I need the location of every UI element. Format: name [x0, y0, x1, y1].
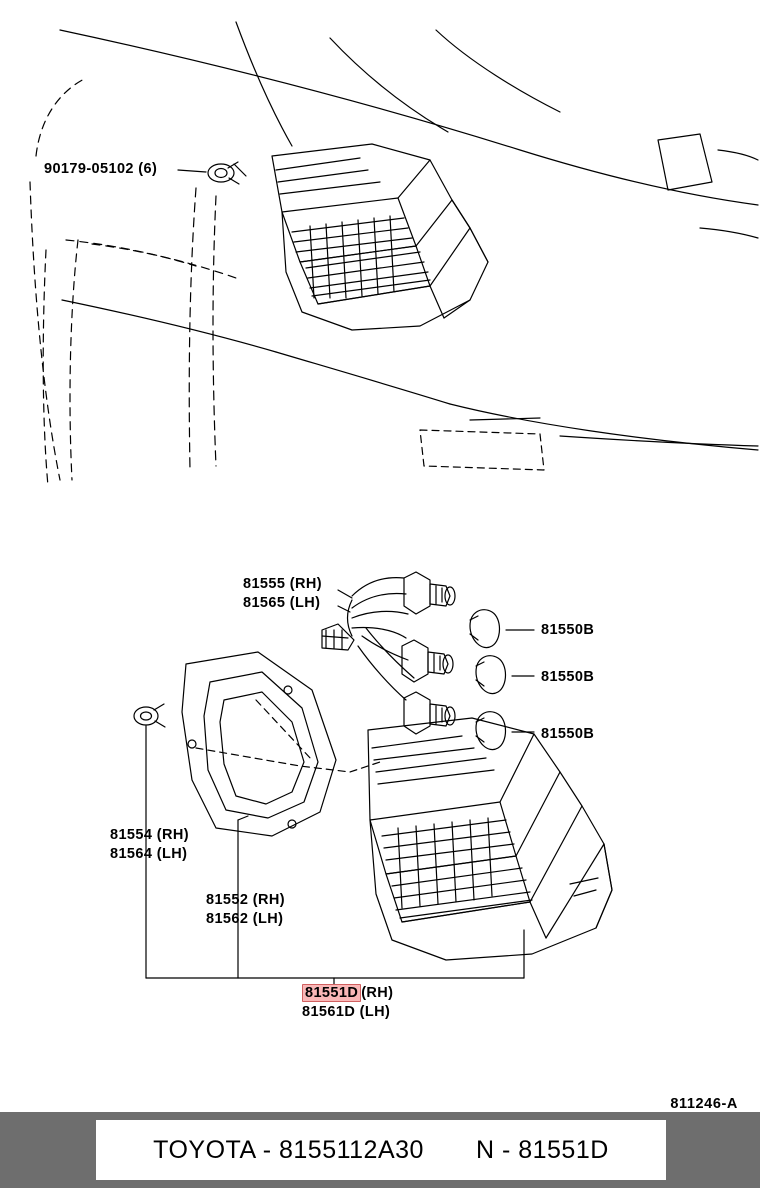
selected-part-side: (RH) — [361, 985, 394, 1001]
selected-part-line2: 81561D (LH) — [302, 1004, 391, 1020]
callout-socket-cord-rh: 81555 (RH) — [243, 576, 322, 592]
callout-socket-cord — [243, 575, 322, 613]
figure-number: 811246-A — [670, 1096, 738, 1112]
footer-brand-part: TOYOTA - 8155112A30 — [153, 1135, 424, 1164]
selected-part-line1 — [302, 984, 393, 1003]
footer-code: N - 81551D — [475, 1135, 609, 1164]
selected-part-number[interactable]: 81551D — [302, 984, 361, 1002]
footer-caption — [96, 1120, 666, 1180]
selected-part-callout[interactable] — [302, 984, 393, 1022]
callout-gasket-rh: 81554 (RH) — [110, 827, 189, 843]
callout-gasket-lh: 81564 (LH) — [110, 846, 188, 862]
callout-packing-rh: 81552 (RH) — [206, 892, 285, 908]
callout-bulb-1: 81550B — [541, 622, 595, 638]
callout-packing — [206, 891, 285, 929]
callout-bulb-2: 81550B — [541, 669, 595, 685]
callout-bulb-3: 81550B — [541, 726, 595, 742]
callout-bolt: 90179-05102 (6) — [44, 161, 158, 177]
callout-socket-cord-lh: 81565 (LH) — [243, 595, 321, 611]
callout-gasket — [110, 826, 189, 864]
callout-packing-lh: 81562 (LH) — [206, 911, 284, 927]
